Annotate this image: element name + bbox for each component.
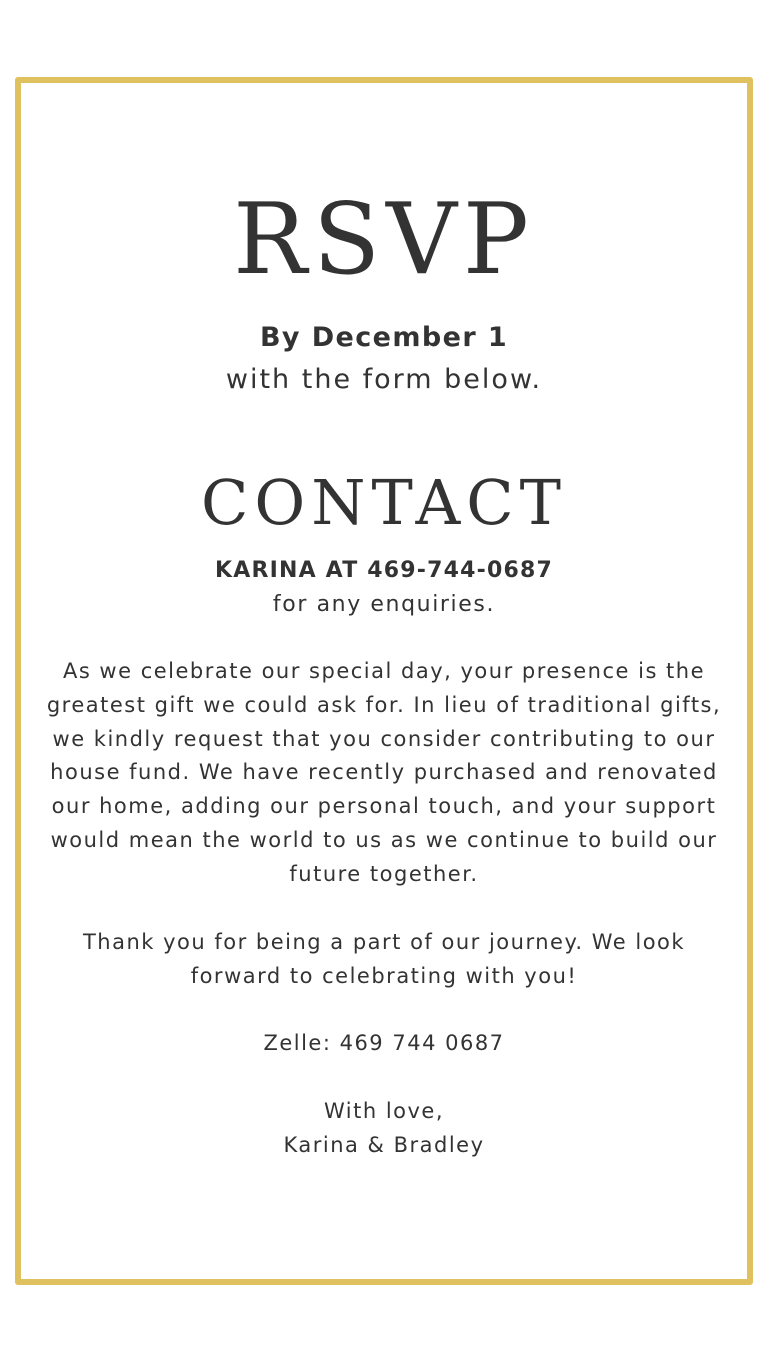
contact-enquiry-note: for any enquiries. [272, 592, 496, 617]
contact-heading: CONTACT [200, 466, 568, 539]
house-fund-message: As we celebrate our special day, your presence is the greatest gift we could ask for. In lieu of traditional gifts, we kindly request that you consider contributing to our house fund. We have recently purchased and renovated our home, adding our personal touch, and your support would mean the world to us as we continue to build our future together. [46, 659, 722, 886]
closing-line: With love, [323, 1099, 445, 1123]
zelle-info: Zelle: 469 744 0687 [263, 1031, 505, 1055]
rsvp-deadline: By December 1 [259, 322, 509, 353]
signature: Karina & Bradley [283, 1133, 485, 1157]
contact-phone: KARINA AT 469-744-0687 [214, 558, 554, 583]
rsvp-form-note: with the form below. [225, 364, 543, 395]
thank-you-message: Thank you for being a part of our journey. We look forward to celebrating with you! [82, 930, 686, 988]
rsvp-heading: RSVP [233, 183, 535, 297]
